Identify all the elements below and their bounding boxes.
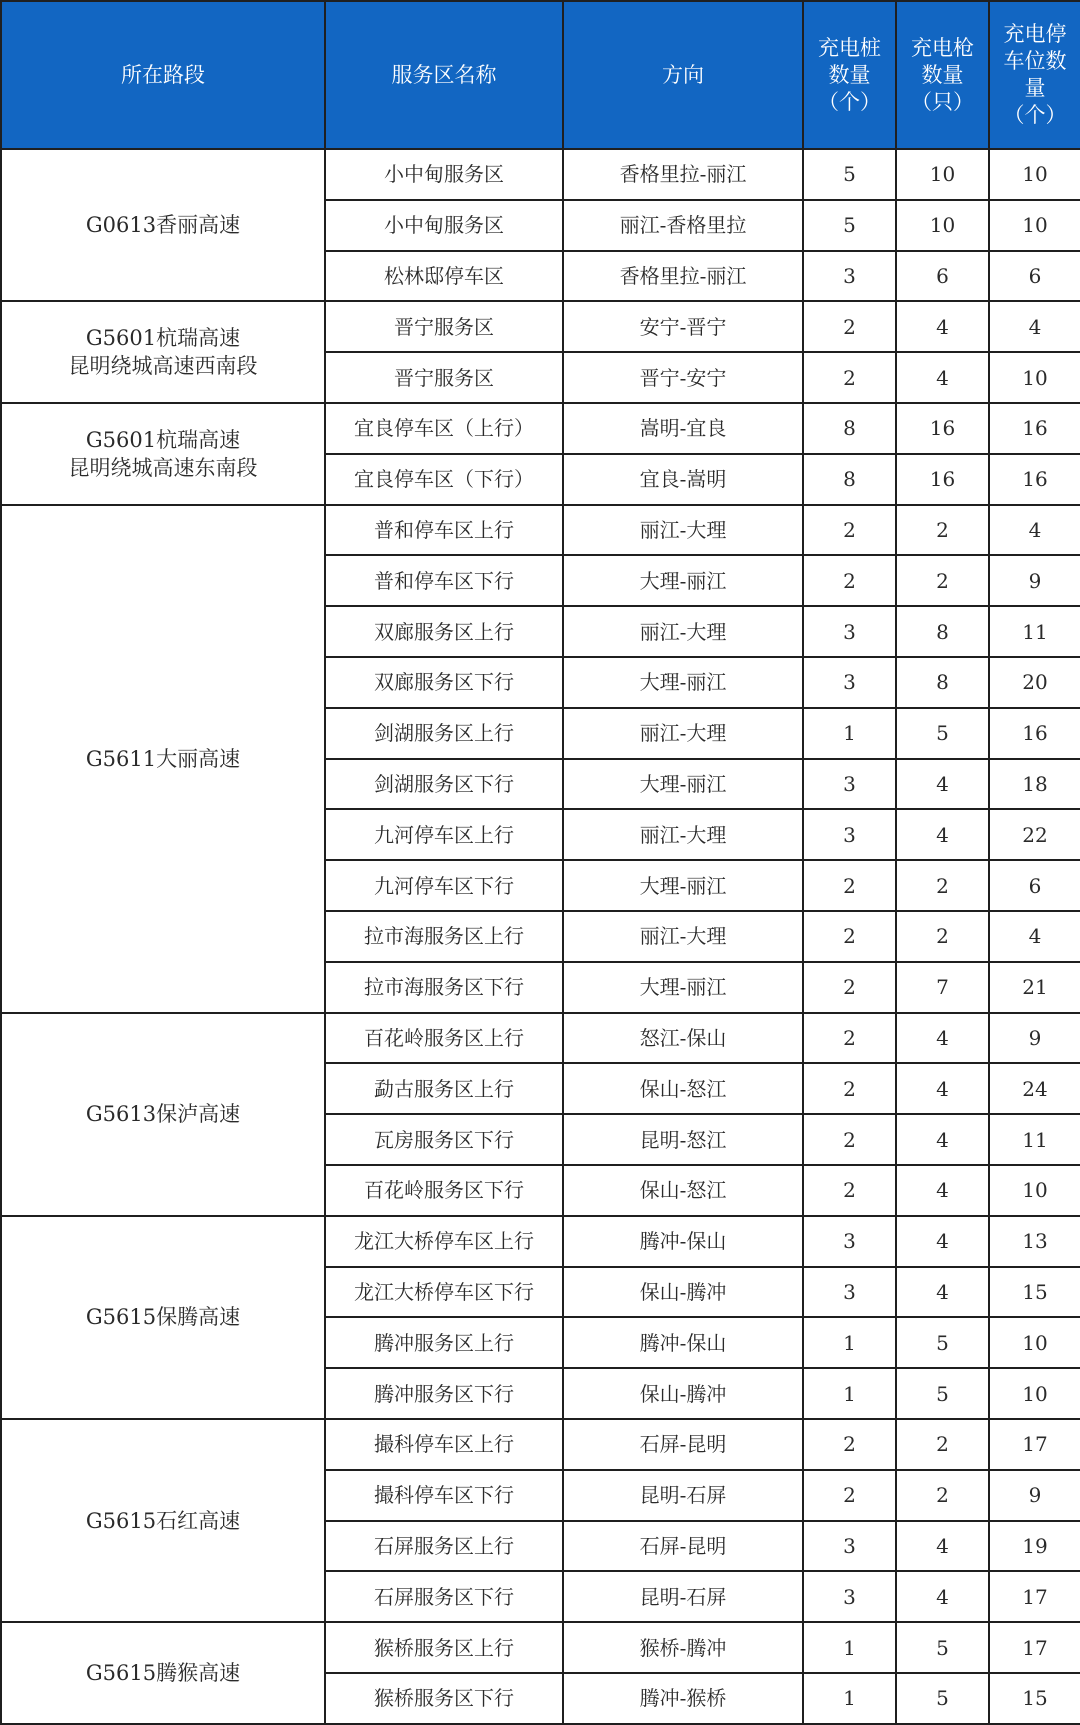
pile-count-cell: 5 (803, 200, 896, 251)
header-gun-line: 数量 (921, 62, 964, 87)
gun-count-cell: 7 (896, 962, 989, 1013)
parking-space-count-cell: 10 (989, 149, 1080, 200)
parking-space-count-cell: 15 (989, 1267, 1080, 1318)
header-gun-count (896, 1, 989, 149)
table-row (1, 403, 1080, 454)
gun-count-cell: 4 (896, 1216, 989, 1267)
parking-space-count-cell: 15 (989, 1673, 1080, 1724)
parking-space-count-cell: 4 (989, 505, 1080, 556)
service-area-name: 龙江大桥停车区下行 (325, 1267, 563, 1318)
header-pile-count (803, 1, 896, 149)
parking-space-count-cell: 9 (989, 1013, 1080, 1064)
service-area-name: 九河停车区下行 (325, 860, 563, 911)
pile-count-cell: 2 (803, 301, 896, 352)
parking-space-count-cell: 24 (989, 1063, 1080, 1114)
service-area-name: 百花岭服务区上行 (325, 1013, 563, 1064)
table-row (1, 505, 1080, 556)
parking-space-count-cell: 11 (989, 606, 1080, 657)
route-cell (1, 1419, 325, 1622)
gun-count-cell: 4 (896, 759, 989, 810)
header-parking-space-count (989, 1, 1080, 149)
direction-cell: 保山-怒江 (563, 1165, 803, 1216)
parking-space-count-cell: 6 (989, 251, 1080, 302)
direction-cell: 保山-腾冲 (563, 1368, 803, 1419)
direction-cell: 腾冲-猴桥 (563, 1673, 803, 1724)
header-parking-line: （个） (1003, 103, 1067, 127)
route-cell (1, 1216, 325, 1419)
parking-space-count-cell: 16 (989, 403, 1080, 454)
direction-cell: 丽江-大理 (563, 708, 803, 759)
gun-count-cell: 10 (896, 200, 989, 251)
pile-count-cell: 5 (803, 149, 896, 200)
pile-count-cell: 8 (803, 403, 896, 454)
gun-count-cell: 4 (896, 301, 989, 352)
parking-space-count-cell: 22 (989, 809, 1080, 860)
parking-space-count-cell: 10 (989, 1368, 1080, 1419)
direction-cell: 丽江-大理 (563, 809, 803, 860)
table-row (1, 1216, 1080, 1267)
pile-count-cell: 1 (803, 1317, 896, 1368)
parking-space-count-cell: 11 (989, 1114, 1080, 1165)
direction-cell: 香格里拉-丽江 (563, 251, 803, 302)
table-row (1, 1622, 1080, 1673)
service-area-name: 猴桥服务区下行 (325, 1673, 563, 1724)
gun-count-cell: 2 (896, 555, 989, 606)
gun-count-cell: 4 (896, 1063, 989, 1114)
gun-count-cell: 4 (896, 1165, 989, 1216)
parking-space-count-cell: 17 (989, 1622, 1080, 1673)
table-body (1, 149, 1080, 1724)
direction-cell: 石屏-昆明 (563, 1419, 803, 1470)
table-row (1, 1419, 1080, 1470)
parking-space-count-cell: 4 (989, 911, 1080, 962)
pile-count-cell: 2 (803, 1013, 896, 1064)
service-area-name: 小中甸服务区 (325, 200, 563, 251)
route-cell (1, 1622, 325, 1724)
service-area-name: 双廊服务区下行 (325, 657, 563, 708)
gun-count-cell: 4 (896, 1114, 989, 1165)
pile-count-cell: 8 (803, 454, 896, 505)
gun-count-cell: 4 (896, 809, 989, 860)
gun-count-cell: 5 (896, 1368, 989, 1419)
parking-space-count-cell: 16 (989, 708, 1080, 759)
direction-cell: 大理-丽江 (563, 555, 803, 606)
route-line: G0613香丽高速 (85, 213, 241, 238)
pile-count-cell: 2 (803, 1165, 896, 1216)
service-area-name: 晋宁服务区 (325, 352, 563, 403)
gun-count-cell: 5 (896, 1317, 989, 1368)
route-line: G5615石红高速 (85, 1508, 241, 1533)
pile-count-cell: 2 (803, 1114, 896, 1165)
service-area-name: 猴桥服务区上行 (325, 1622, 563, 1673)
header-direction: 方向 (563, 1, 803, 149)
table-row (1, 301, 1080, 352)
parking-space-count-cell: 10 (989, 1165, 1080, 1216)
route-line: G5601杭瑞高速 (85, 427, 241, 452)
service-area-name: 拉市海服务区上行 (325, 911, 563, 962)
service-area-name: 瓦房服务区下行 (325, 1114, 563, 1165)
pile-count-cell: 1 (803, 1673, 896, 1724)
service-area-name: 普和停车区上行 (325, 505, 563, 556)
table-row (1, 149, 1080, 200)
parking-space-count-cell: 9 (989, 555, 1080, 606)
service-area-name: 百花岭服务区下行 (325, 1165, 563, 1216)
route-line: 昆明绕城高速东南段 (68, 455, 258, 480)
table-header (1, 1, 1080, 149)
header-service-area-name: 服务区名称 (325, 1, 563, 149)
direction-cell: 大理-丽江 (563, 759, 803, 810)
gun-count-cell: 2 (896, 911, 989, 962)
parking-space-count-cell: 10 (989, 352, 1080, 403)
service-area-name: 晋宁服务区 (325, 301, 563, 352)
header-parking-line: 车位数 (1003, 49, 1067, 73)
parking-space-count-cell: 16 (989, 454, 1080, 505)
direction-cell: 猴桥-腾冲 (563, 1622, 803, 1673)
gun-count-cell: 5 (896, 1673, 989, 1724)
header-gun-line: （只） (911, 89, 974, 114)
parking-space-count-cell: 10 (989, 200, 1080, 251)
route-cell (1, 301, 325, 403)
pile-count-cell: 3 (803, 657, 896, 708)
service-area-name: 双廊服务区上行 (325, 606, 563, 657)
parking-space-count-cell: 18 (989, 759, 1080, 810)
direction-cell: 大理-丽江 (563, 860, 803, 911)
header-pile-line: 数量 (828, 62, 871, 87)
gun-count-cell: 4 (896, 352, 989, 403)
gun-count-cell: 4 (896, 1267, 989, 1318)
pile-count-cell: 2 (803, 505, 896, 556)
service-area-name: 腾冲服务区下行 (325, 1368, 563, 1419)
pile-count-cell: 3 (803, 1521, 896, 1572)
parking-space-count-cell: 20 (989, 657, 1080, 708)
gun-count-cell: 2 (896, 505, 989, 556)
service-area-name: 撮科停车区下行 (325, 1470, 563, 1521)
gun-count-cell: 8 (896, 606, 989, 657)
pile-count-cell: 3 (803, 759, 896, 810)
direction-cell: 丽江-大理 (563, 911, 803, 962)
header-row (1, 1, 1080, 149)
pile-count-cell: 2 (803, 962, 896, 1013)
pile-count-cell: 3 (803, 1571, 896, 1622)
route-line: G5601杭瑞高速 (85, 326, 241, 351)
direction-cell: 晋宁-安宁 (563, 352, 803, 403)
gun-count-cell: 16 (896, 454, 989, 505)
direction-cell: 安宁-晋宁 (563, 301, 803, 352)
gun-count-cell: 2 (896, 1419, 989, 1470)
direction-cell: 大理-丽江 (563, 657, 803, 708)
header-parking-line: 充电停 (1003, 22, 1067, 46)
direction-cell: 昆明-石屏 (563, 1571, 803, 1622)
direction-cell: 丽江-香格里拉 (563, 200, 803, 251)
pile-count-cell: 3 (803, 1267, 896, 1318)
direction-cell: 昆明-怒江 (563, 1114, 803, 1165)
route-cell (1, 403, 325, 505)
direction-cell: 嵩明-宜良 (563, 403, 803, 454)
gun-count-cell: 4 (896, 1013, 989, 1064)
service-area-name: 石屏服务区下行 (325, 1571, 563, 1622)
parking-space-count-cell: 13 (989, 1216, 1080, 1267)
parking-space-count-cell: 21 (989, 962, 1080, 1013)
direction-cell: 保山-怒江 (563, 1063, 803, 1114)
direction-cell: 大理-丽江 (563, 962, 803, 1013)
service-area-name: 腾冲服务区上行 (325, 1317, 563, 1368)
service-area-name: 撮科停车区上行 (325, 1419, 563, 1470)
route-line: G5615保腾高速 (85, 1305, 241, 1330)
gun-count-cell: 2 (896, 1470, 989, 1521)
gun-count-cell: 10 (896, 149, 989, 200)
gun-count-cell: 2 (896, 860, 989, 911)
gun-count-cell: 5 (896, 708, 989, 759)
service-area-name: 普和停车区下行 (325, 555, 563, 606)
parking-space-count-cell: 4 (989, 301, 1080, 352)
parking-space-count-cell: 17 (989, 1419, 1080, 1470)
table-row (1, 1013, 1080, 1064)
direction-cell: 石屏-昆明 (563, 1521, 803, 1572)
header-pile-line: （个） (818, 89, 881, 114)
pile-count-cell: 3 (803, 606, 896, 657)
route-line: G5611大丽高速 (85, 746, 241, 771)
route-line: G5615腾猴高速 (85, 1660, 241, 1685)
pile-count-cell: 1 (803, 708, 896, 759)
header-parking-line: 量 (1024, 76, 1046, 100)
service-area-name: 宜良停车区（上行） (325, 403, 563, 454)
parking-space-count-cell: 19 (989, 1521, 1080, 1572)
direction-cell: 香格里拉-丽江 (563, 149, 803, 200)
pile-count-cell: 1 (803, 1622, 896, 1673)
service-area-name: 小中甸服务区 (325, 149, 563, 200)
direction-cell: 丽江-大理 (563, 505, 803, 556)
gun-count-cell: 4 (896, 1521, 989, 1572)
direction-cell: 腾冲-保山 (563, 1216, 803, 1267)
pile-count-cell: 2 (803, 860, 896, 911)
direction-cell: 昆明-石屏 (563, 1470, 803, 1521)
pile-count-cell: 2 (803, 911, 896, 962)
route-cell (1, 1013, 325, 1216)
gun-count-cell: 4 (896, 1571, 989, 1622)
pile-count-cell: 3 (803, 1216, 896, 1267)
gun-count-cell: 8 (896, 657, 989, 708)
parking-space-count-cell: 9 (989, 1470, 1080, 1521)
gun-count-cell: 16 (896, 403, 989, 454)
service-area-name: 拉市海服务区下行 (325, 962, 563, 1013)
service-area-name: 石屏服务区上行 (325, 1521, 563, 1572)
route-line: G5613保泸高速 (85, 1102, 241, 1127)
parking-space-count-cell: 6 (989, 860, 1080, 911)
gun-count-cell: 6 (896, 251, 989, 302)
parking-space-count-cell: 10 (989, 1317, 1080, 1368)
service-area-name: 九河停车区上行 (325, 809, 563, 860)
pile-count-cell: 2 (803, 1470, 896, 1521)
service-area-name: 龙江大桥停车区上行 (325, 1216, 563, 1267)
header-route: 所在路段 (1, 1, 325, 149)
parking-space-count-cell: 17 (989, 1571, 1080, 1622)
service-area-name: 剑湖服务区下行 (325, 759, 563, 810)
pile-count-cell: 2 (803, 1419, 896, 1470)
pile-count-cell: 2 (803, 352, 896, 403)
direction-cell: 腾冲-保山 (563, 1317, 803, 1368)
pile-count-cell: 3 (803, 809, 896, 860)
pile-count-cell: 2 (803, 555, 896, 606)
gun-count-cell: 5 (896, 1622, 989, 1673)
direction-cell: 丽江-大理 (563, 606, 803, 657)
route-cell (1, 505, 325, 1013)
direction-cell: 宜良-嵩明 (563, 454, 803, 505)
route-line: 昆明绕城高速西南段 (68, 354, 258, 379)
header-pile-line: 充电桩 (818, 35, 881, 60)
service-area-name: 宜良停车区（下行） (325, 454, 563, 505)
pile-count-cell: 2 (803, 1063, 896, 1114)
pile-count-cell: 1 (803, 1368, 896, 1419)
direction-cell: 保山-腾冲 (563, 1267, 803, 1318)
route-cell (1, 149, 325, 301)
direction-cell: 怒江-保山 (563, 1013, 803, 1064)
service-area-name: 松林邸停车区 (325, 251, 563, 302)
pile-count-cell: 3 (803, 251, 896, 302)
service-area-name: 勐古服务区上行 (325, 1063, 563, 1114)
service-area-name: 剑湖服务区上行 (325, 708, 563, 759)
header-gun-line: 充电枪 (911, 35, 974, 60)
